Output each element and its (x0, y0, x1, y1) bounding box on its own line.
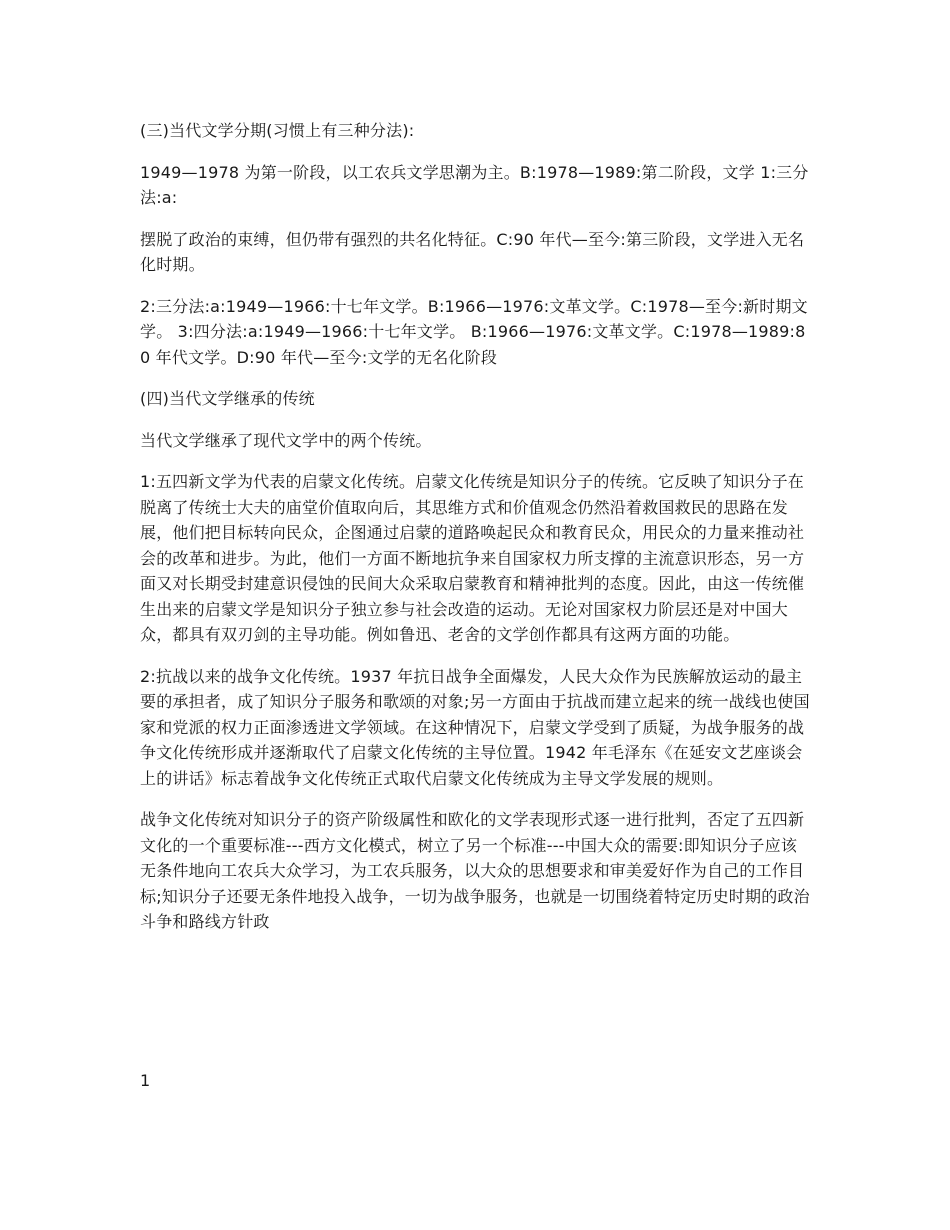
paragraph-first-stage: 1949—1978 为第一阶段，以工农兵文学思潮为主。B:1978—1989:第二阶段，文学 1:三分法:a: (140, 162, 809, 207)
paragraph-war-culture-critique: 战争文化传统对知识分子的资产阶级属性和欧化的文学表现形式逐一进行批判，否定了五四新文化的一个重要标准---西方文化模式，树立了另一个标准---中国大众的需要:即知识分子应该无条件地向工农兵大众学习，为工农兵服务，以大众的思想要求和审美爱好作为自己的工作目标;知识分子还要无条件地投入战争，一切为战争服务，也就是一切围绕着特定历史时期的政治斗争和路线方针政 (140, 810, 810, 931)
paragraph-periodization-heading: (三)当代文学分期(习惯上有三种分法): (140, 121, 415, 140)
paragraph-enlightenment-tradition: 1:五四新文学为代表的启蒙文化传统。启蒙文化传统是知识分子的传统。它反映了知识分子在脱离了传统士大夫的庙堂价值取向后，其思维方式和价值观念仍然沿着救国救民的思路在发展，他们把目标转向民众，企图通过启蒙的道路唤起民众和教育民众，用民众的力量来推动社会的改革和进步。为此，他们一方面不断地抗争来自国家权力所支撑的主流意识形态，另一方面又对长期受封建意识侵蚀的民间大众采取启蒙教育和精神批判的态度。因此，由这一传统催生出来的启蒙文学是知识分子独立参与社会改造的运动。无论对国家权力阶层还是对中国大众，都具有双刃剑的主导功能。例如鲁迅、老舍的文学创作都具有这两方面的功能。 (140, 472, 805, 644)
page-number: 1 (140, 1071, 151, 1090)
document-body (140, 118, 812, 951)
paragraph-two-traditions: 当代文学继承了现代文学中的两个传统。 (140, 430, 432, 450)
paragraph-third-stage: 摆脱了政治的束缚，但仍带有强烈的共名化特征。C:90 年代—至今:第三阶段，文学进入无名化时期。 (140, 229, 805, 274)
paragraph-division-methods: 2:三分法:a:1949—1966:十七年文学。B:1966—1976:文革文学。C:1978—至今:新时期文学。 3:四分法:a:1949—1966:十七年文学。 B:1966—1976:文革文学。C:1978—1989:80 年代文学。D:90 年代—至今:文学的无名化阶段 (140, 296, 808, 367)
paragraph-war-culture-tradition: 2:抗战以来的战争文化传统。1937 年抗日战争全面爆发，人民大众作为民族解放运动的最主要的承担者，成了知识分子服务和歌颂的对象;另一方面由于抗战而建立起来的统一战线也使国家和党派的权力正面渗透进文学领域。在这种情况下，启蒙文学受到了质疑，为战争服务的战争文化传统形成并逐渐取代了启蒙文化传统的主导位置。1942 年毛泽东《在延安文艺座谈会上的讲话》标志着战争文化传统正式取代启蒙文化传统成为主导文学发展的规则。 (140, 666, 810, 788)
paragraph-tradition-heading: (四)当代文学继承的传统 (140, 389, 315, 408)
